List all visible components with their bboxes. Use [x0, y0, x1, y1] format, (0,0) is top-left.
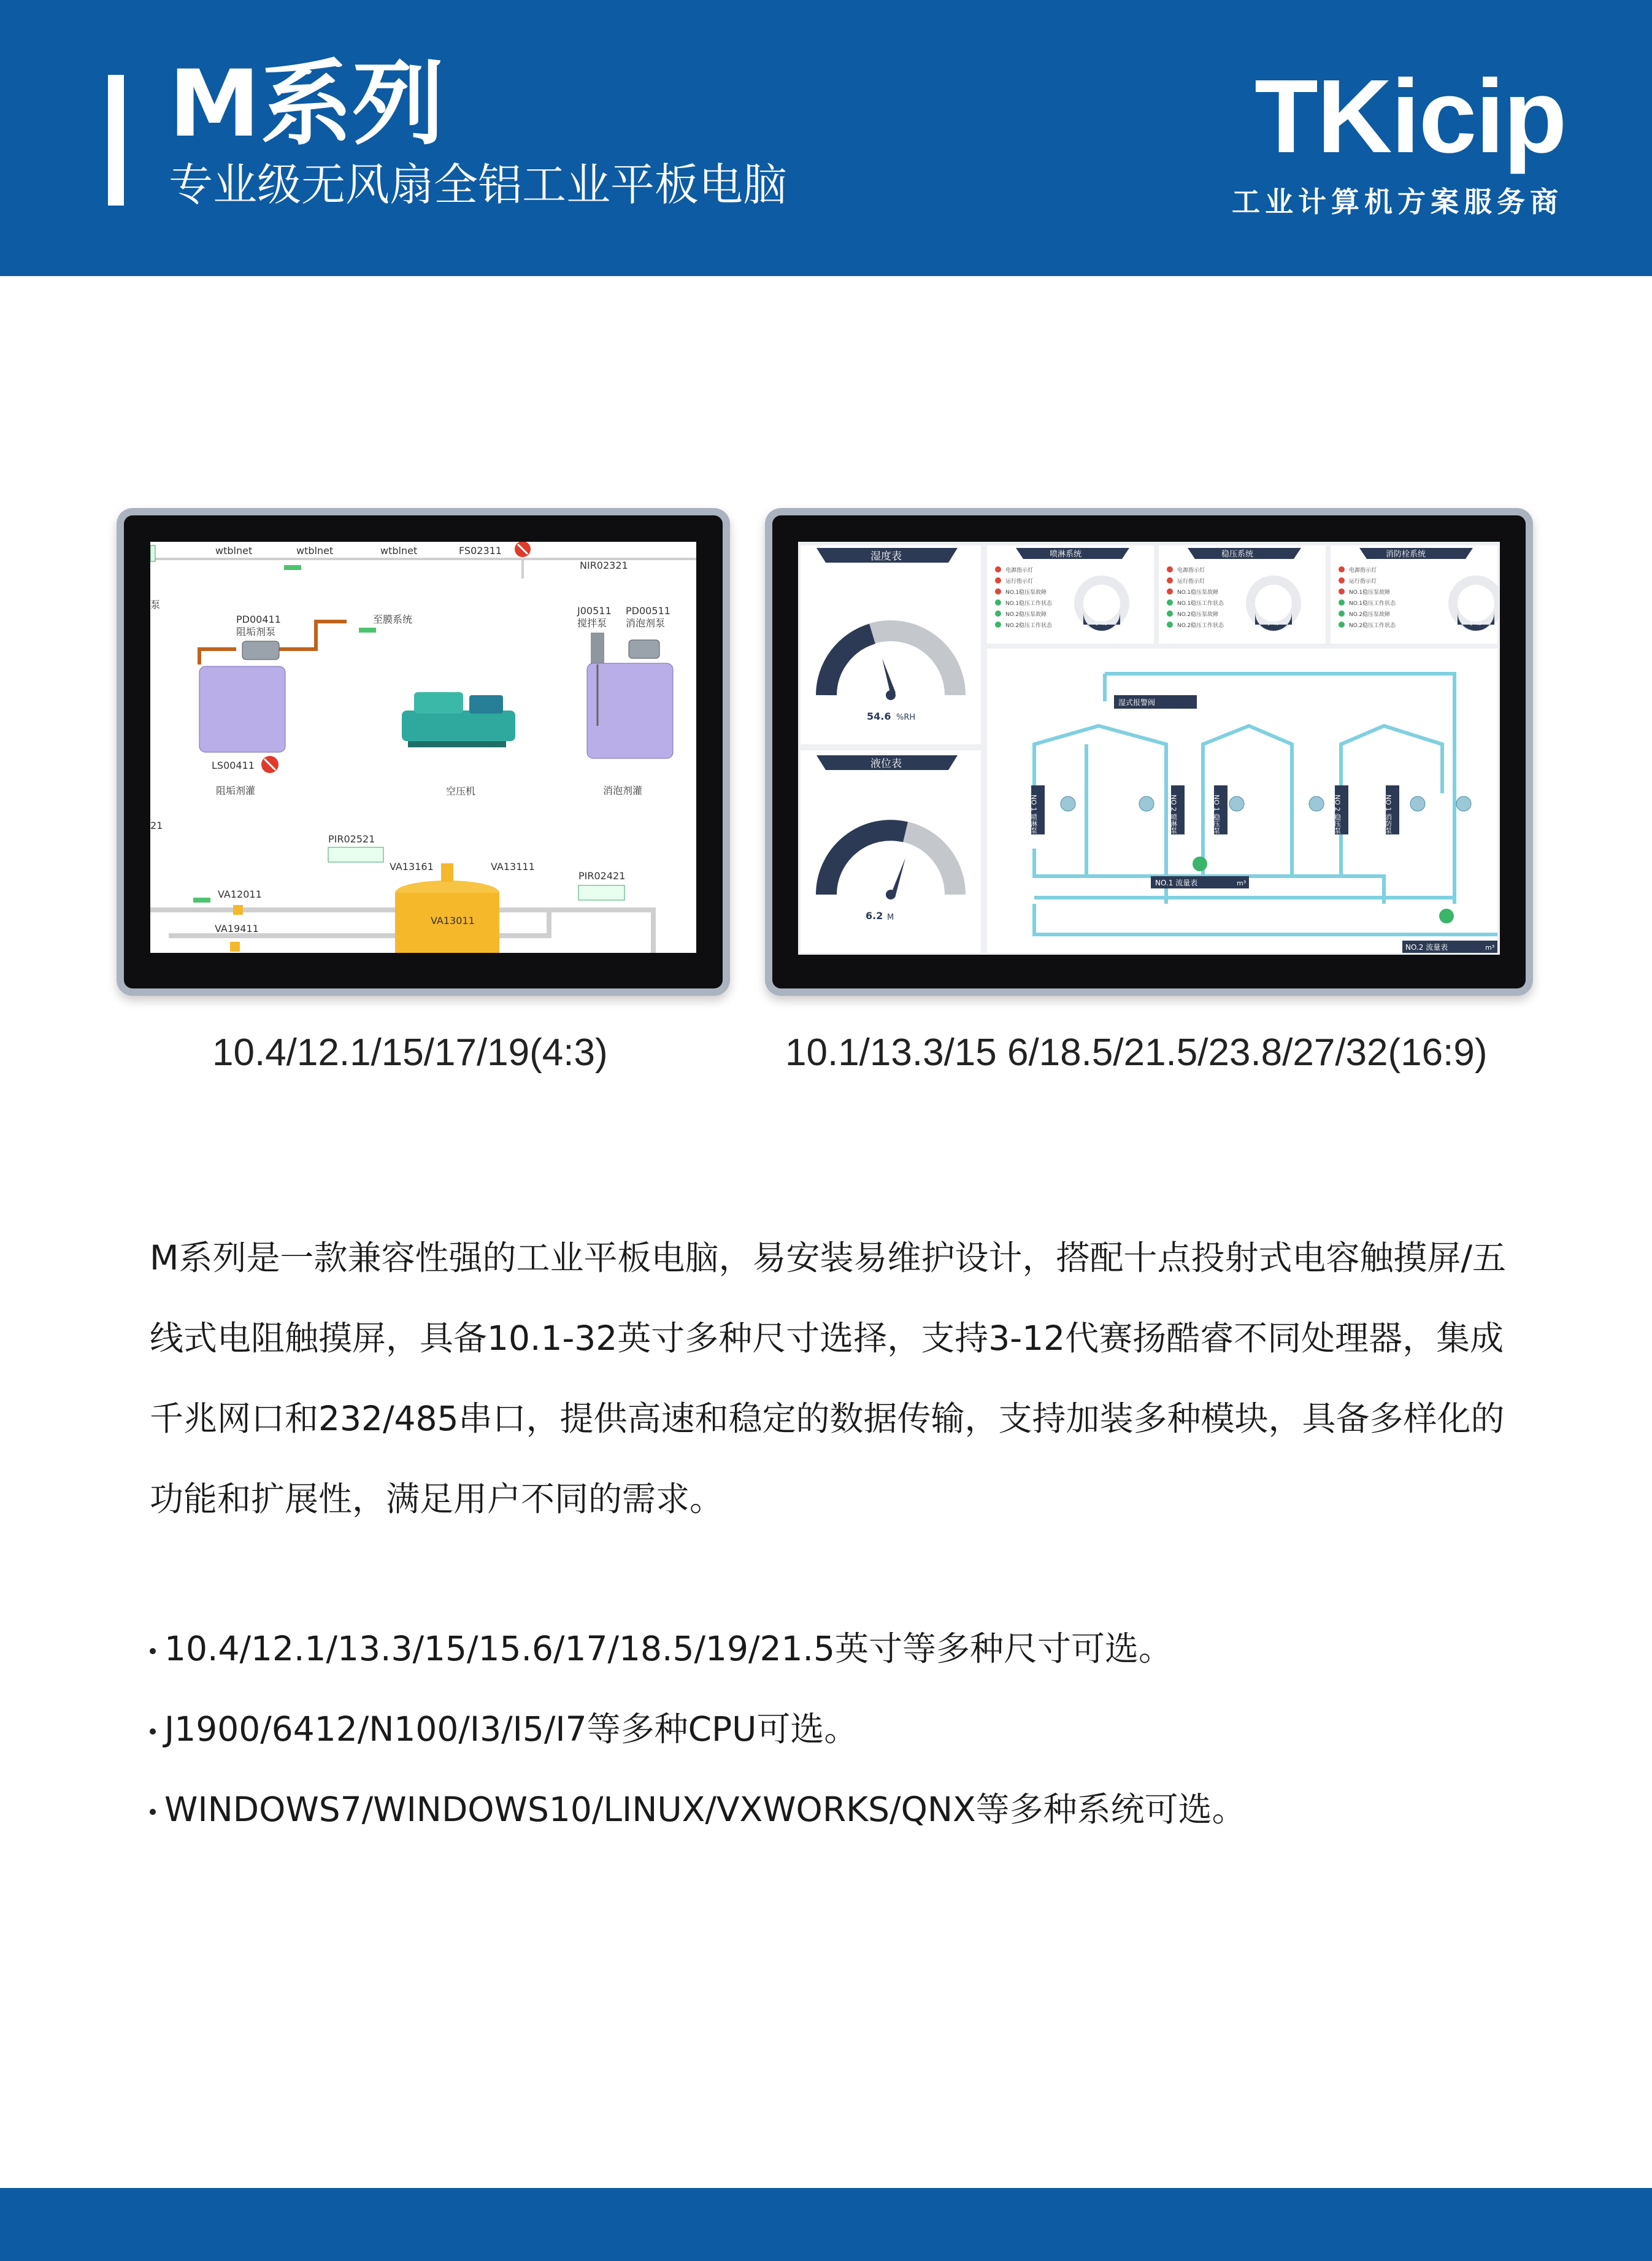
status-text: NO.1稳压泵故障	[1005, 590, 1047, 596]
status-light	[995, 599, 1001, 606]
pump-label-1: NO 1 喷淋泵	[1029, 795, 1038, 834]
tablet-4-3	[117, 508, 730, 996]
system-title-spray: 喷淋系统	[1050, 550, 1082, 559]
flow-unit-2: m³	[1485, 944, 1495, 952]
scada-screen-fire	[798, 542, 1500, 955]
bullet-dot	[150, 1809, 156, 1815]
flow-meter-1-label: NO.1 流量表	[1155, 879, 1198, 887]
status-text: NO.2稳压泵故障	[1177, 612, 1219, 618]
system-title-pressure: 稳压系统	[1221, 550, 1254, 559]
tank1-label: 阻垢剂灌	[216, 785, 256, 796]
compressor-label: 空压机	[446, 785, 476, 797]
status-light	[1339, 588, 1345, 595]
level-value: 6.2	[866, 910, 883, 922]
system-title-hydrant: 消防栓系统	[1386, 550, 1426, 559]
flow-meter-2-icon	[1439, 909, 1454, 923]
page-title: M系列	[169, 51, 445, 158]
status-light	[1167, 577, 1173, 584]
tablet-bezel	[124, 515, 723, 988]
tag-nir02321: NIR02321	[580, 560, 628, 571]
tag-va19411: VA19411	[215, 923, 259, 934]
tablet-16-9	[765, 508, 1533, 996]
feature-list	[150, 1609, 1561, 1850]
status-text: NO.1稳压工作状态	[1005, 601, 1053, 607]
tag-va13011: VA13011	[431, 915, 475, 926]
caption-16-9: 10.1/13.3/15 6/18.5/21.5/23.8/27/32(16:9)	[785, 1031, 1488, 1074]
tank-defoamer	[587, 663, 673, 758]
status-light	[1339, 566, 1345, 572]
caption-4-3: 10.4/12.1/15/17/19(4:3)	[212, 1031, 608, 1074]
scada-screen-water	[150, 542, 696, 953]
status-light	[1167, 566, 1173, 572]
feature-item-cpu	[150, 1689, 1561, 1770]
status-light	[1339, 599, 1345, 606]
status-text: NO.2稳压泵故障	[1349, 612, 1391, 618]
pump-label-left: 泵	[150, 599, 161, 611]
tag-va12011: VA12011	[218, 888, 262, 900]
flow-meter-1-icon	[1193, 857, 1207, 871]
manual-label-1: 手动	[1094, 618, 1107, 626]
status-text: 运行指示灯	[1177, 579, 1205, 585]
flow-unit-1: m³	[1237, 879, 1247, 887]
header-banner	[0, 0, 1652, 276]
status-text: NO.2稳压泵故障	[1005, 612, 1047, 618]
status-light	[1339, 577, 1345, 584]
num-21: 21	[150, 820, 163, 831]
tag-wtblnet-2: wtblnet	[296, 545, 334, 557]
tag-pir02521: PIR02521	[328, 833, 375, 845]
status-text: NO.1稳压泵故障	[1349, 590, 1391, 596]
status-text: NO.1稳压泵故障	[1177, 590, 1219, 596]
feature-text: J1900/6412/N100/I3/I5/I7等多种CPU可选。	[164, 1709, 858, 1749]
status-light	[1339, 622, 1345, 628]
bullet-dot	[150, 1648, 156, 1654]
pd00511-name: 消泡剂泵	[626, 617, 666, 629]
feature-text: WINDOWS7/WINDOWS10/LINUX/VXWORKS/QNX等多种系统可选。	[164, 1790, 1246, 1829]
status-light	[1167, 622, 1173, 628]
manual-label-2: 手动	[1266, 618, 1279, 626]
status-text: 运行指示灯	[1349, 579, 1377, 585]
status-text: 电源指示灯	[1349, 568, 1377, 574]
status-light	[995, 611, 1001, 617]
pump-label-4: NO 2 稳压泵	[1333, 795, 1342, 834]
status-text: 电源指示灯	[1177, 568, 1205, 574]
status-light	[995, 622, 1001, 628]
humidity-unit: %RH	[896, 713, 916, 722]
tank2-label: 消泡剂灌	[603, 785, 643, 796]
tablet-bezel	[772, 515, 1526, 988]
membrane-label: 至膜系统	[373, 614, 413, 625]
status-text: NO.2稳压工作状态	[1005, 623, 1053, 629]
humidity-value: 54.6	[867, 711, 891, 722]
pd00411-name: 阻垢剂泵	[236, 626, 276, 637]
tag-wtblnet-3: wtblnet	[380, 545, 418, 557]
title-accent-bar	[108, 75, 124, 206]
status-light	[1167, 611, 1173, 617]
page-subtitle: 专业级无风扇全铝工业平板电脑	[169, 159, 788, 210]
feature-item-sizes	[150, 1609, 1561, 1689]
status-light	[995, 577, 1001, 584]
status-light	[995, 566, 1001, 572]
status-light	[1167, 599, 1173, 606]
tag-va13111: VA13111	[491, 861, 535, 872]
tag-fs02311: FS02311	[459, 545, 502, 557]
brand-logo: TKicip	[1254, 58, 1566, 175]
level-title: 液位表	[870, 758, 902, 770]
tag-pd00411: PD00411	[236, 614, 281, 625]
j00511-name: 搅拌泵	[577, 617, 607, 629]
tag-wtblnet-1: wtblnet	[215, 545, 253, 557]
status-text: NO.1稳压工作状态	[1349, 601, 1396, 607]
tag-va13161: VA13161	[390, 861, 434, 872]
pump-label-3: NO 1 稳压泵	[1212, 795, 1221, 834]
status-text: NO.1稳压工作状态	[1177, 601, 1224, 607]
tag-j00511: J00511	[577, 605, 612, 617]
humidity-title: 湿度表	[870, 550, 902, 563]
status-light	[995, 588, 1001, 595]
tag-pir02421: PIR02421	[578, 870, 626, 882]
status-light	[1339, 611, 1345, 617]
level-unit: M	[887, 913, 894, 922]
bullet-dot	[150, 1728, 156, 1735]
pump-label-2: NO 2 喷淋泵	[1169, 795, 1178, 834]
tank-antiscalant	[199, 666, 285, 752]
status-text: NO.2稳压工作状态	[1349, 623, 1396, 629]
status-light	[1167, 588, 1173, 595]
status-text: 运行指示灯	[1005, 579, 1034, 585]
tag-pd00511: PD00511	[626, 605, 670, 617]
pump-label-5: NO 1 消防泵	[1384, 795, 1393, 834]
alarm-valve-label: 湿式报警阀	[1118, 698, 1156, 707]
status-text: 电源指示灯	[1005, 568, 1034, 574]
flow-meter-2-label: NO.2 流量表	[1405, 943, 1448, 952]
manual-label-3: 手动	[1468, 618, 1481, 626]
footer-band	[0, 2188, 1652, 2261]
air-compressor-icon	[402, 692, 515, 747]
feature-text: 10.4/12.1/13.3/15/15.6/17/18.5/19/21.5英寸等多种尺寸可选。	[164, 1629, 1172, 1668]
feature-item-os	[150, 1770, 1561, 1850]
status-text: NO.2稳压工作状态	[1177, 623, 1224, 629]
brand-tagline: 工业计算机方案服务商	[1232, 185, 1563, 218]
intro-paragraph: M系列是一款兼容性强的工业平板电脑，易安装易维护设计，搭配十点投射式电容触摸屏/五线式电阻触摸屏，具备10.1-32英寸多种尺寸选择，支持3-12代赛扬酷睿不同处理器，集成千兆网口和232/485串口，提供高速和稳定的数据传输，支持加装多种模块，具备多样化的功能和扩展性，满足用户不同的需求。	[150, 1238, 1506, 1519]
tag-ls00411: LS00411	[212, 760, 255, 771]
